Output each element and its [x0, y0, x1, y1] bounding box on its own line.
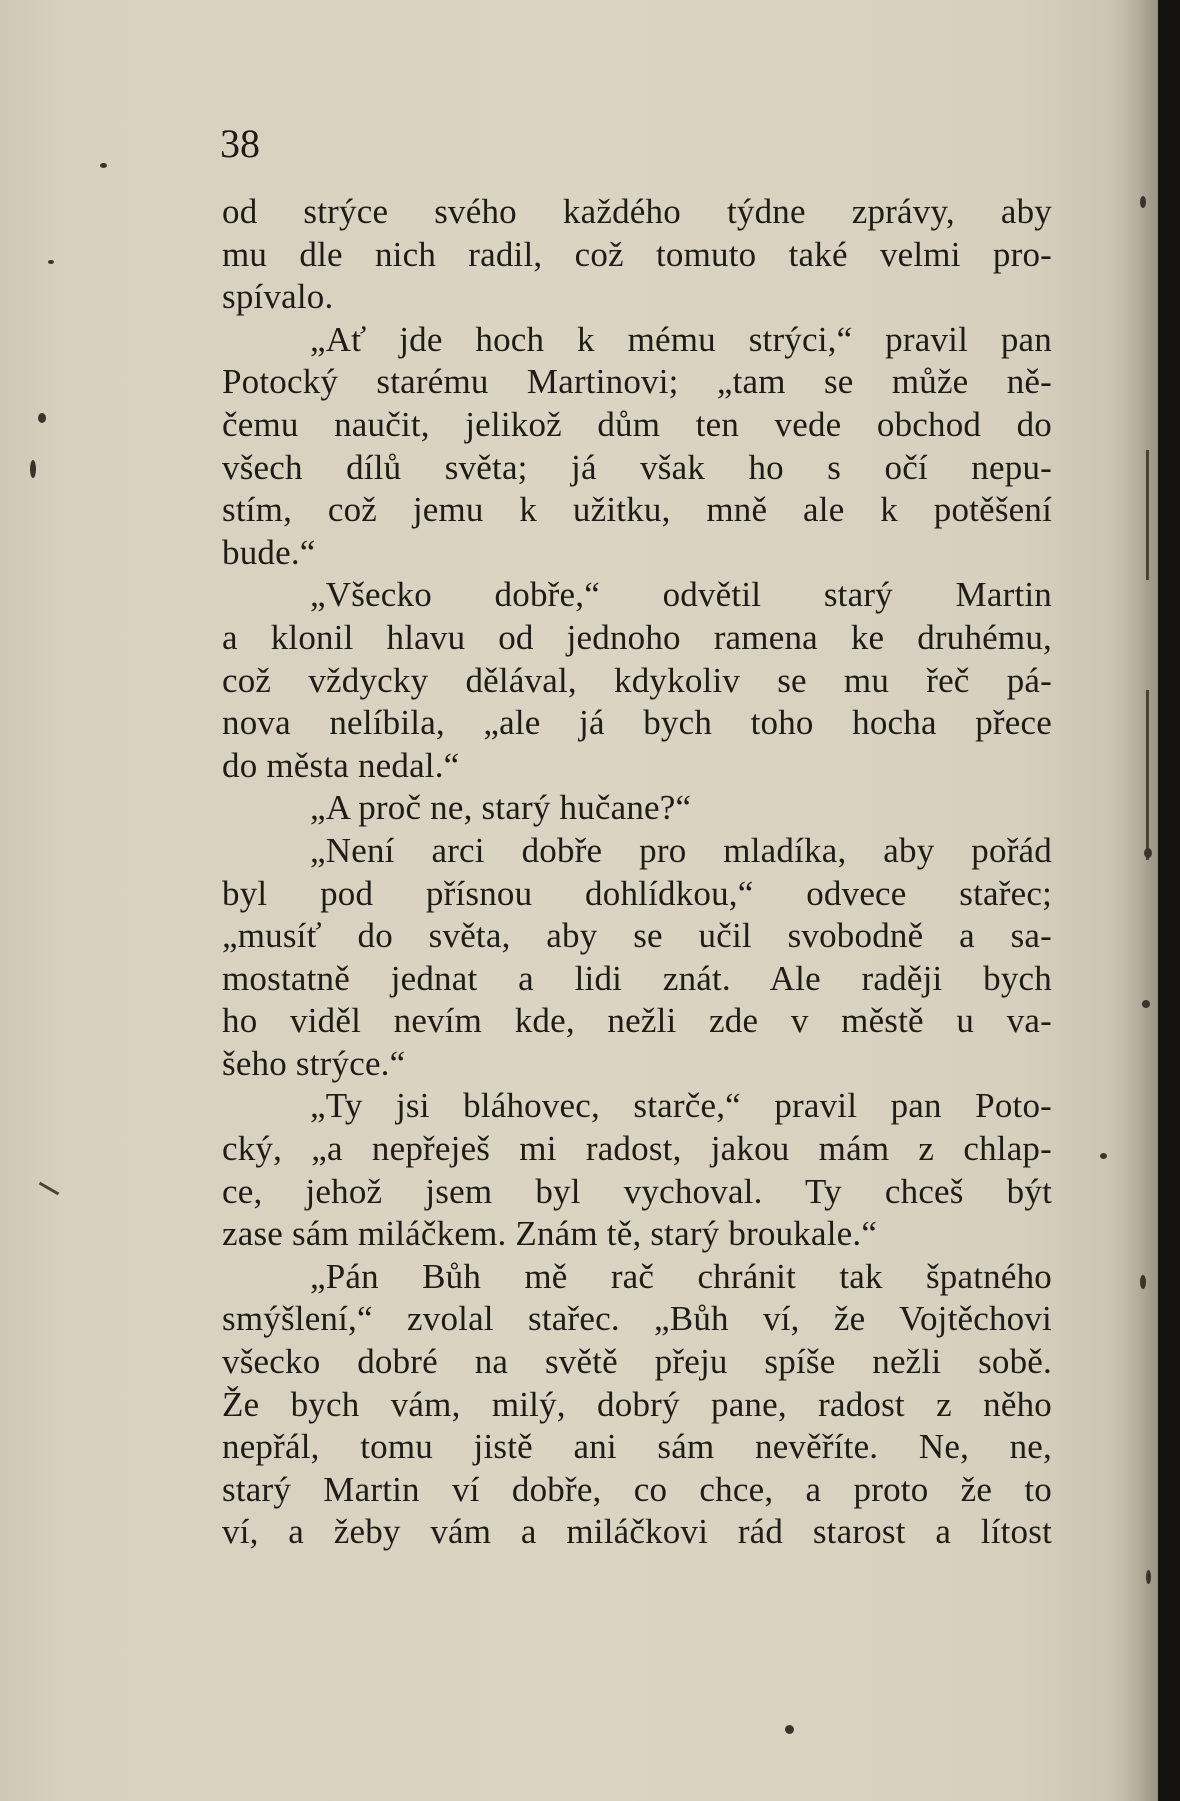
scan-speck: [1146, 690, 1149, 860]
scan-speck: [1100, 1153, 1107, 1159]
scan-speck: [1146, 450, 1149, 580]
text-line: šeho strýce.“: [222, 1043, 406, 1083]
text-line: od strýce svého každého týdne zprávy, aby: [222, 192, 1052, 231]
text-line: Potocký starému Martinovi; „tam se může ně-: [222, 362, 1052, 402]
text-line: mostatně jednat a lidi znát. Ale raději bych: [222, 958, 1052, 998]
text-line: ví, a žeby vám a miláčkovi rád starost a lítost: [222, 1512, 1052, 1552]
text-line: „musíť do světa, aby se učil svobodně a sa-: [222, 916, 1052, 956]
text-line: nova nelíbila, „ale já bych toho hocha přece: [222, 703, 1052, 743]
text-line: „Všecko dobře,“ odvětil starý Martin: [310, 575, 1052, 615]
scan-speck: [1140, 1275, 1146, 1289]
text-line: „Není arci dobře pro mladíka, aby pořád: [310, 830, 1052, 870]
scan-speck: [785, 1725, 794, 1734]
text-line: „Ať jde hoch k mému strýci,“ pravil pan: [310, 319, 1052, 359]
text-line: „A proč ne, starý hučane?“: [310, 788, 692, 828]
text-line: všecko dobré na světě přeju spíše nežli sobě.: [222, 1342, 1052, 1382]
text-line: a klonil hlavu od jednoho ramena ke druhému,: [222, 617, 1052, 657]
text-line: což vždycky dělával, kdykoliv se mu řeč pá-: [222, 660, 1052, 700]
scan-speck: [1142, 1000, 1150, 1008]
text-line: do města nedal.“: [222, 745, 460, 785]
text-line: stím, což jemu k užitku, mně ale k potěšení: [222, 490, 1052, 530]
scan-speck: [1146, 1570, 1151, 1584]
text-line: spívalo.: [222, 277, 334, 317]
text-line: ho viděl nevím kde, nežli zde v městě u va-: [222, 1001, 1052, 1041]
body-text: [222, 191, 1052, 1554]
text-line: cký, „a nepřeješ mi radost, jakou mám z chlap-: [222, 1129, 1052, 1169]
text-line: ce, jehož jsem byl vychoval. Ty chceš být: [222, 1171, 1052, 1211]
page-number: 38: [220, 121, 260, 166]
text-line: čemu naučit, jelikož dům ten vede obchod do: [222, 404, 1052, 444]
text-line: „Ty jsi bláhovec, starče,“ pravil pan Poto-: [310, 1086, 1052, 1126]
scan-speck: [48, 260, 54, 264]
text-line: nepřál, tomu jistě ani sám nevěříte. Ne, ne,: [222, 1427, 1052, 1467]
text-line: starý Martin ví dobře, co chce, a proto že to: [222, 1469, 1052, 1509]
scan-speck: [1144, 848, 1152, 858]
page-edge-shadow: [1110, 0, 1158, 1801]
text-line: „Pán Bůh mě rač chránit tak špatného: [310, 1256, 1052, 1296]
scan-speck: [38, 413, 46, 423]
text-line: všech dílů světa; já však ho s očí nepu-: [222, 447, 1052, 487]
scan-speck: [1140, 196, 1146, 208]
scan-speck: [100, 163, 107, 168]
text-line: bude.“: [222, 532, 316, 572]
text-line: smýšlení,“ zvolal stařec. „Bůh ví, že Vojtěchovi: [222, 1299, 1052, 1339]
scan-border: [1158, 0, 1180, 1801]
text-line: byl pod přísnou dohlídkou,“ odvece stařec;: [222, 873, 1052, 913]
text-line: Že bych vám, milý, dobrý pane, radost z něho: [222, 1384, 1052, 1424]
scan-speck: [30, 460, 36, 478]
text-line: zase sám miláčkem. Znám tě, starý broukale.“: [222, 1214, 878, 1254]
text-line: mu dle nich radil, což tomuto také velmi pro-: [222, 234, 1052, 274]
